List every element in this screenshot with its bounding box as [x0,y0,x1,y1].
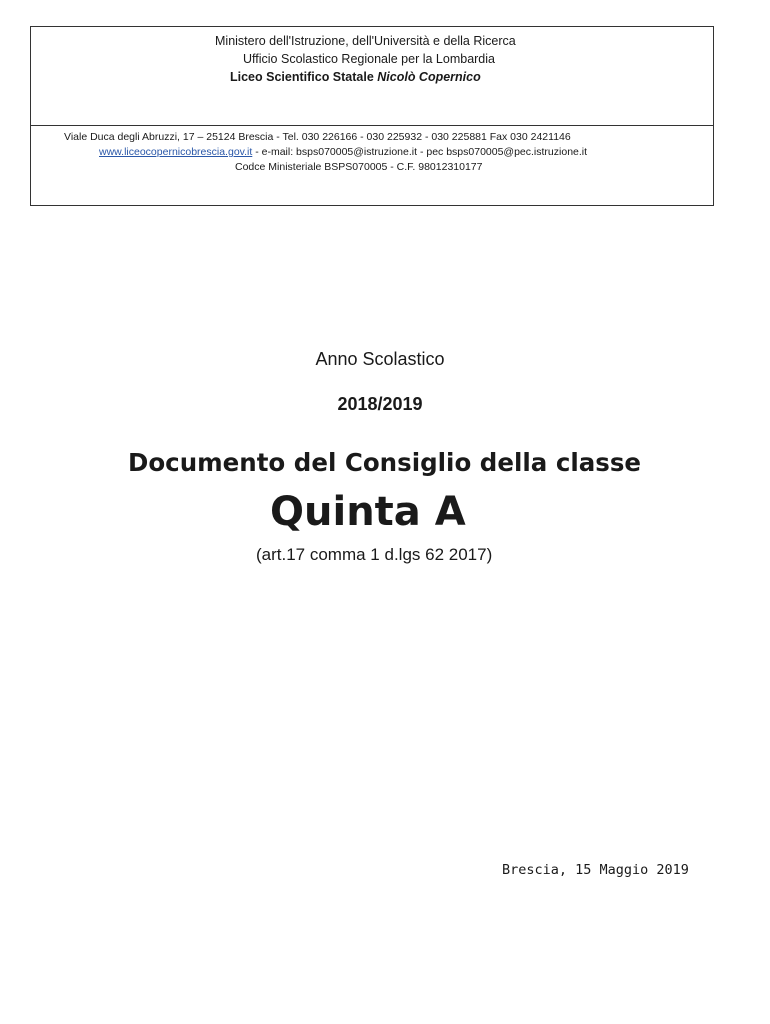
school-year-label: Anno Scolastico [315,349,445,369]
document-title: Documento del Consiglio della classe [128,448,642,477]
website-link[interactable]: www.liceocopernicobrescia.gov.it [99,146,253,158]
class-name: Quinta A [270,489,466,535]
email-info: - e-mail: bsps070005@istruzione.it - pec bsps070005@pec.istruzione.it [252,146,588,158]
codes-line: Codce Ministeriale BSPS070005 - C.F. 98012310177 [235,161,483,173]
school-name-line [230,70,481,85]
school-year-value: 2018/2019 [337,394,423,414]
letterhead-box [30,26,714,206]
legal-reference: (art.17 comma 1 d.lgs 62 2017) [256,545,493,564]
regional-office-name: Ufficio Scolastico Regionale per la Lombardia [243,52,495,66]
school-name: Nicolò Copernico [377,70,481,84]
web-email-line [99,146,587,159]
letterhead-top-section [31,27,713,126]
school-type: Liceo Scientifico Statale [230,70,378,84]
address-line: Viale Duca degli Abruzzi, 17 – 25124 Brescia - Tel. 030 226166 - 030 225932 - 030 225881 Fax 030 2421146 [64,131,571,143]
place-and-date: Brescia, 15 Maggio 2019 [502,862,689,878]
ministry-name: Ministero dell'Istruzione, dell'Università e della Ricerca [215,34,516,48]
